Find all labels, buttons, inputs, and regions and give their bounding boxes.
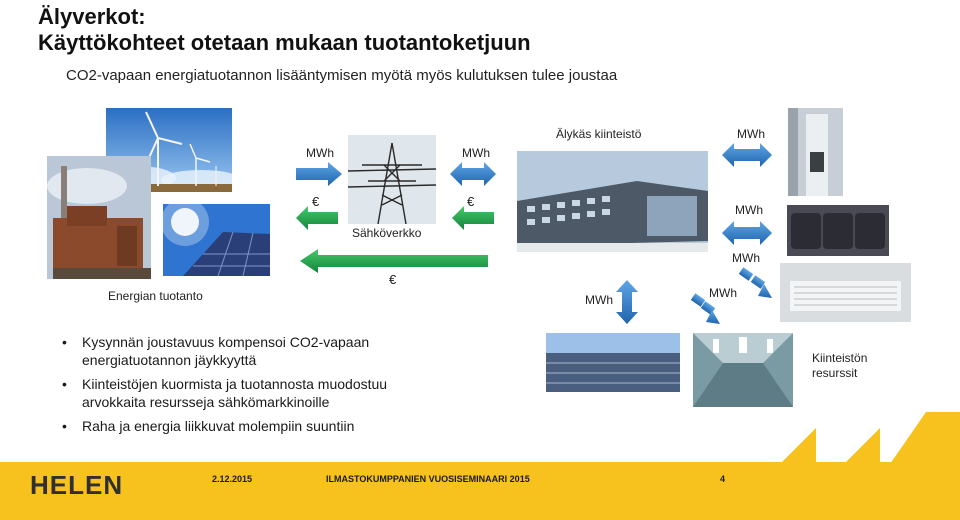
decorative-stripes [740, 402, 960, 464]
title-line-2: Käyttökohteet otetaan mukaan tuotantoketjuun [38, 30, 531, 55]
mwh-label: MWh [585, 293, 613, 307]
title-line-1: Älyverkot: [38, 4, 146, 29]
mwh-label: MWh [709, 286, 737, 300]
mwh-double-arrow-icon [722, 143, 772, 167]
footer-bar [0, 462, 960, 520]
page-number: 4 [720, 474, 726, 484]
slide-subtitle: CO2-vapaan energiatuotannon lisääntymisen myötä myös kulutuksen tulee joustaa [66, 67, 618, 84]
euro-wide-arrow-icon [300, 249, 488, 273]
mwh-label: MWh [737, 127, 765, 141]
energy-production-label: Energian tuotanto [108, 289, 203, 303]
euro-label: € [312, 194, 320, 209]
mwh-diagonal-arrow-icon [691, 267, 772, 324]
mwh-label: MWh [735, 203, 763, 217]
footer-event: ILMASTOKUMPPANIEN VUOSISEMINAARI 2015 [326, 474, 530, 484]
bullet-list [62, 333, 442, 441]
mwh-label: MWh [462, 146, 490, 160]
euro-arrow-icon [452, 206, 494, 230]
grid-label: Sähköverkko [352, 226, 422, 240]
bullet-item: • Kysynnän joustavuus kompensoi CO2-vapaan energiatuotannon jäykkyyttä [62, 333, 442, 369]
footer-date: 2.12.2015 [212, 474, 253, 484]
euro-label: € [467, 194, 475, 209]
mwh-arrow-icon [296, 162, 342, 186]
mwh-label: MWh [732, 251, 760, 265]
mwh-vertical-arrow-icon [616, 280, 638, 324]
mwh-label: MWh [306, 146, 334, 160]
mwh-double-arrow-icon [722, 221, 772, 245]
smart-building-label: Älykäs kiinteistö [556, 127, 642, 141]
mwh-double-arrow-icon [450, 162, 496, 186]
helen-logo: HELEN [30, 470, 124, 500]
euro-label: € [389, 272, 397, 287]
bullet-item: • Raha ja energia liikkuvat molempiin suuntiin [62, 417, 442, 435]
euro-arrow-icon [296, 206, 338, 230]
bullet-item: • Kiinteistöjen kuormista ja tuotannosta muodostuu arvokkaita resursseja sähkömarkkinoille [62, 375, 442, 411]
building-resources-label: Kiinteistön resurssit [812, 351, 868, 380]
